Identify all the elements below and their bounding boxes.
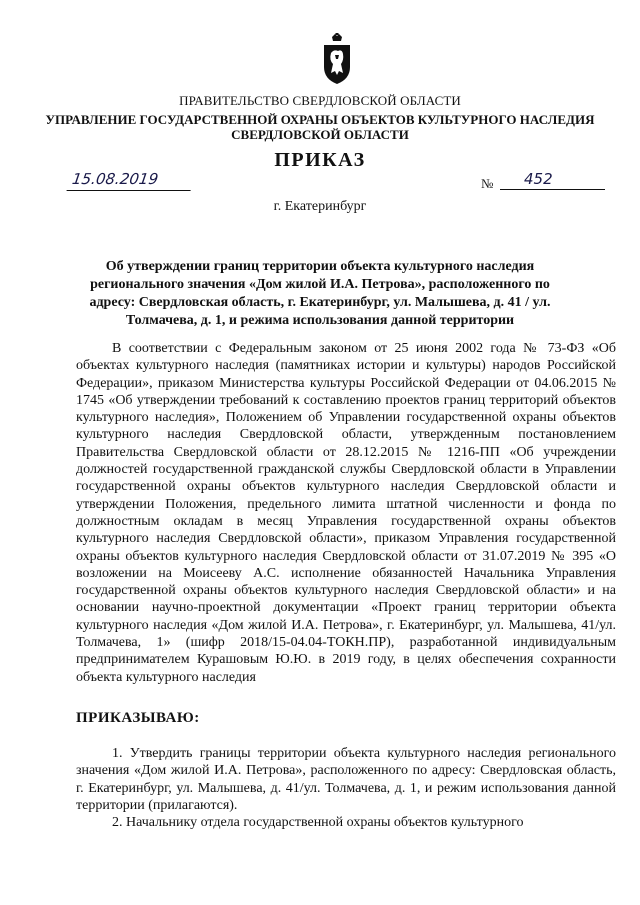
order-item: 2. Начальнику отдела государственной охраны объектов культурного (112, 815, 524, 831)
document-title: Об утверждении границ территории объекта культурного наследия регионального значения «Дом жилой И.А. Петрова», расположенного по адресу: Свердловская область, г. Екатеринбург, ул. Малышева, д. 41 / ул. Толмачева, д. 1, и режима использования данной территории (89, 259, 551, 328)
department-name: УПРАВЛЕНИЕ ГОСУДАРСТВЕННОЙ ОХРАНЫ ОБЪЕКТОВ КУЛЬТУРНОГО НАСЛЕДИЯ СВЕРДЛОВСКОЙ ОБЛАСТИ (45, 112, 595, 142)
order-number: 452 (500, 170, 605, 190)
order-date: 15.08.2019 (67, 170, 194, 191)
order-item: 1. Утвердить границы территории объекта культурного наследия регионального значения «Дом жилой И.А. Петрова», расположенного по адресу: Свердловская область, г. Екатеринбург, ул. Малышева, д. 41/ул. Толмачева, д. 1, и режим использования данной территории (прилагаются). (76, 746, 616, 813)
coat-of-arms-icon (322, 33, 352, 85)
orders-heading: ПРИКАЗЫВАЮ: (76, 710, 200, 726)
order-items (76, 745, 616, 831)
city: г. Екатеринбург (273, 199, 367, 214)
government-name: ПРАВИТЕЛЬСТВО СВЕРДЛОВСКОЙ ОБЛАСТИ (179, 93, 461, 108)
preamble (76, 340, 616, 686)
preamble-paragraph: В соответствии с Федеральным законом от 25 июня 2002 года № 73-ФЗ «Об объектах культурного наследия (памятниках истории и культуры) народов Российской Федерации», приказом Министерства культуры Российской Федерации от 04.06.2015 № 1745 «Об утверждении требований к составлению проектов границ территорий объектов культурного наследия», Положением об Управлении государственной охраны объектов культурного наследия Свердловской области, утвержденным постановлением Правительства Свердловской области от 28.12.2015 № 1216-ПП «Об учреждении должностей государственной гражданской службы Свердловской области в Управлении государственной охраны объектов культурного наследия Свердловской области и утверждении Положения, предельного лимита штатной численности и фонда по должностным окладам в месяц Управления государственной охраны объектов культурного наследия Свердловской области», приказом Управления государственной охраны объектов культурного наследия Свердловской области от 31.07.2019 № 395 «О возложении на Моисееву А.С. исполнение обязанностей Начальника Управления государственной охраны объектов культурного наследия Свердловской области» и на основании научно-проектной документации «Проект границ территории объекта культурного наследия «Дом жилой И.А. Петрова», г. Екатеринбург, ул. Малышева, 41/ул. Толмачева, 1» (шифр 2018/15-04.04-ТОКН.ПР), разработанной индивидуальным предпринимателем Курашовым Ю.Ю. в 2019 году, в целях обеспечения сохранности объекта культурного наследия (76, 341, 616, 685)
document-type: ПРИКАЗ (274, 149, 366, 171)
order-number-label: № (481, 176, 494, 191)
